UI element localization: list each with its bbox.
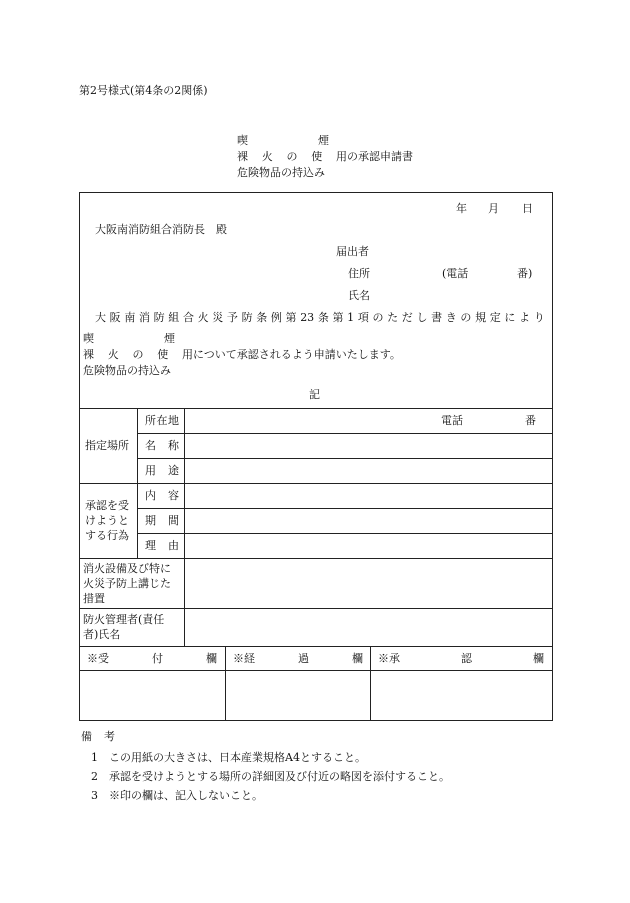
act-label-line: 承認を受 (85, 499, 129, 512)
header-char: ※受 (87, 652, 109, 665)
body-char: り (533, 311, 545, 324)
table-rule (137, 433, 553, 434)
header-char: 欄 (352, 652, 363, 665)
title-char: 用 (336, 150, 347, 163)
table-rule (137, 458, 553, 459)
table-rule (137, 408, 138, 558)
fire-measures-line: 措置 (83, 592, 105, 605)
reason-label (145, 540, 179, 551)
name-label (145, 440, 179, 451)
body-char: よ (519, 311, 531, 324)
phone-ban-label: 番 (525, 414, 536, 427)
body-char: た (387, 311, 399, 324)
note-number: 3 (91, 789, 98, 802)
body-char: 大 (95, 311, 106, 324)
body-alt-open-flame (83, 349, 401, 360)
note-text: この用紙の大きさは、日本産業規格A4とすること。 (109, 751, 366, 764)
notes-header (81, 731, 115, 742)
date-year: 年 (456, 202, 467, 215)
applicant-label: 届出者 (336, 245, 369, 258)
body-char: 使 (157, 348, 169, 361)
body-char: 書 (431, 311, 443, 324)
body-char: 1 (347, 311, 355, 324)
act-label-line: する行為 (85, 529, 129, 542)
notes-header-char: 備 (81, 730, 92, 743)
table-rule (184, 408, 185, 646)
note-number: 2 (91, 770, 98, 783)
body-char: の (132, 348, 144, 361)
header-char: 過 (298, 652, 309, 665)
body-char: 用 (182, 348, 193, 361)
header-char: 付 (152, 652, 163, 665)
body-char: 喫 (83, 332, 94, 345)
body-char: し (416, 311, 428, 324)
body-char: 火 (107, 348, 119, 361)
applicant-phone-open: (電話 (442, 267, 469, 280)
body-char: 南 (124, 311, 136, 324)
table-rule (225, 646, 226, 721)
fire-measures-line: 消火設備及び特に (83, 562, 171, 575)
title-char: 裸 (237, 150, 248, 163)
label-char: 所 (145, 414, 156, 427)
table-rule (137, 508, 553, 509)
body-char: 例 (270, 311, 282, 324)
designated-place-label: 指定場所 (85, 439, 129, 452)
body-char: 23 (300, 311, 315, 324)
act-label-line: けようと (85, 514, 129, 527)
body-char: 組 (168, 311, 180, 324)
header-char: 認 (461, 652, 472, 665)
body-char: の (372, 311, 384, 324)
body-char: 条 (317, 311, 329, 324)
label-char: 用 (145, 464, 156, 477)
body-char: 消 (138, 311, 150, 324)
header-char: 欄 (533, 652, 544, 665)
body-char: 定 (489, 311, 501, 324)
body-char: 煙 (164, 332, 175, 345)
body-char: 規 (475, 311, 487, 324)
body-char: き (445, 311, 457, 324)
table-rule (137, 533, 553, 534)
date-month: 月 (488, 202, 499, 215)
body-char: 火 (197, 311, 209, 324)
period-label (145, 515, 179, 526)
body-char: 項 (357, 311, 369, 324)
fire-measures-line: 火災予防上講じた (83, 577, 171, 590)
applicant-name-label: 氏名 (348, 289, 370, 302)
header-char: ※経 (233, 652, 255, 665)
body-char: の (460, 311, 472, 324)
body-char: だ (401, 311, 413, 324)
label-char: 名 (145, 439, 156, 452)
body-alt-hazardous: 危険物品の持込み (83, 364, 171, 377)
label-char: 理 (145, 539, 156, 552)
table-rule (79, 670, 553, 671)
addressee: 大阪南消防組合消防長 殿 (95, 223, 227, 236)
title-char: 喫 (237, 134, 248, 147)
applicant-address-label: 住所 (348, 267, 370, 280)
body-char: 防 (153, 311, 165, 324)
note-text: 承認を受けようとする場所の詳細図及び付近の略図を添付すること。 (109, 770, 450, 783)
title-char: 煙 (318, 134, 329, 147)
title-char: の (286, 150, 298, 163)
label-char: 途 (168, 464, 179, 477)
body-char: 阪 (109, 311, 121, 324)
label-char: 内 (145, 489, 156, 502)
fire-manager-line: 防火管理者(責任 (83, 613, 165, 626)
header-char: ※承 (378, 652, 400, 665)
col-progress-header (233, 653, 363, 664)
body-sentence (95, 312, 545, 323)
title-alt-smoking (237, 135, 329, 146)
label-char: 由 (168, 539, 179, 552)
title-suffix: の承認申請書 (347, 150, 413, 163)
notes-header-char: 考 (104, 730, 115, 743)
body-char: 予 (226, 311, 238, 324)
table-rule (79, 483, 553, 484)
applicant-phone-close: 番) (517, 267, 533, 280)
title-alt-hazardous: 危険物品の持込み (237, 166, 325, 179)
date-day: 日 (522, 202, 533, 215)
label-char: 称 (168, 439, 179, 452)
body-char: 裸 (83, 348, 94, 361)
use-label (145, 465, 179, 476)
body-char: 防 (241, 311, 253, 324)
note-number: 1 (91, 751, 98, 764)
title-alt-open-flame (237, 151, 413, 162)
title-char: 火 (261, 150, 273, 163)
table-rule (79, 558, 553, 559)
body-alt-smoking (83, 333, 175, 344)
table-rule (370, 646, 371, 721)
location-label (145, 415, 179, 426)
body-suffix: について承認されるよう申請いたします。 (193, 348, 401, 361)
phone-label: 電話 (441, 414, 463, 427)
label-char: 地 (168, 414, 179, 427)
body-char: 第 (285, 311, 297, 324)
label-char: 間 (168, 514, 179, 527)
col-reception-header (87, 653, 217, 664)
table-rule (79, 646, 553, 647)
label-char: 在 (156, 414, 168, 427)
fire-manager-line: 者)氏名 (83, 628, 121, 641)
label-char: 期 (145, 514, 156, 527)
ki-label: 記 (309, 388, 320, 401)
note-text: ※印の欄は、記入しないこと。 (109, 789, 263, 802)
body-char: 災 (212, 311, 224, 324)
header-char: 欄 (206, 652, 217, 665)
body-char: 合 (182, 311, 194, 324)
table-rule (79, 408, 553, 409)
form-number: 第2号様式(第4条の2関係) (79, 84, 208, 97)
body-char: に (504, 311, 516, 324)
body-char: 条 (256, 311, 268, 324)
label-char: 容 (168, 489, 179, 502)
col-approval-header (378, 653, 544, 664)
content-label (145, 490, 179, 501)
title-char: 使 (311, 150, 323, 163)
table-rule (79, 608, 553, 609)
body-char: 第 (332, 311, 344, 324)
